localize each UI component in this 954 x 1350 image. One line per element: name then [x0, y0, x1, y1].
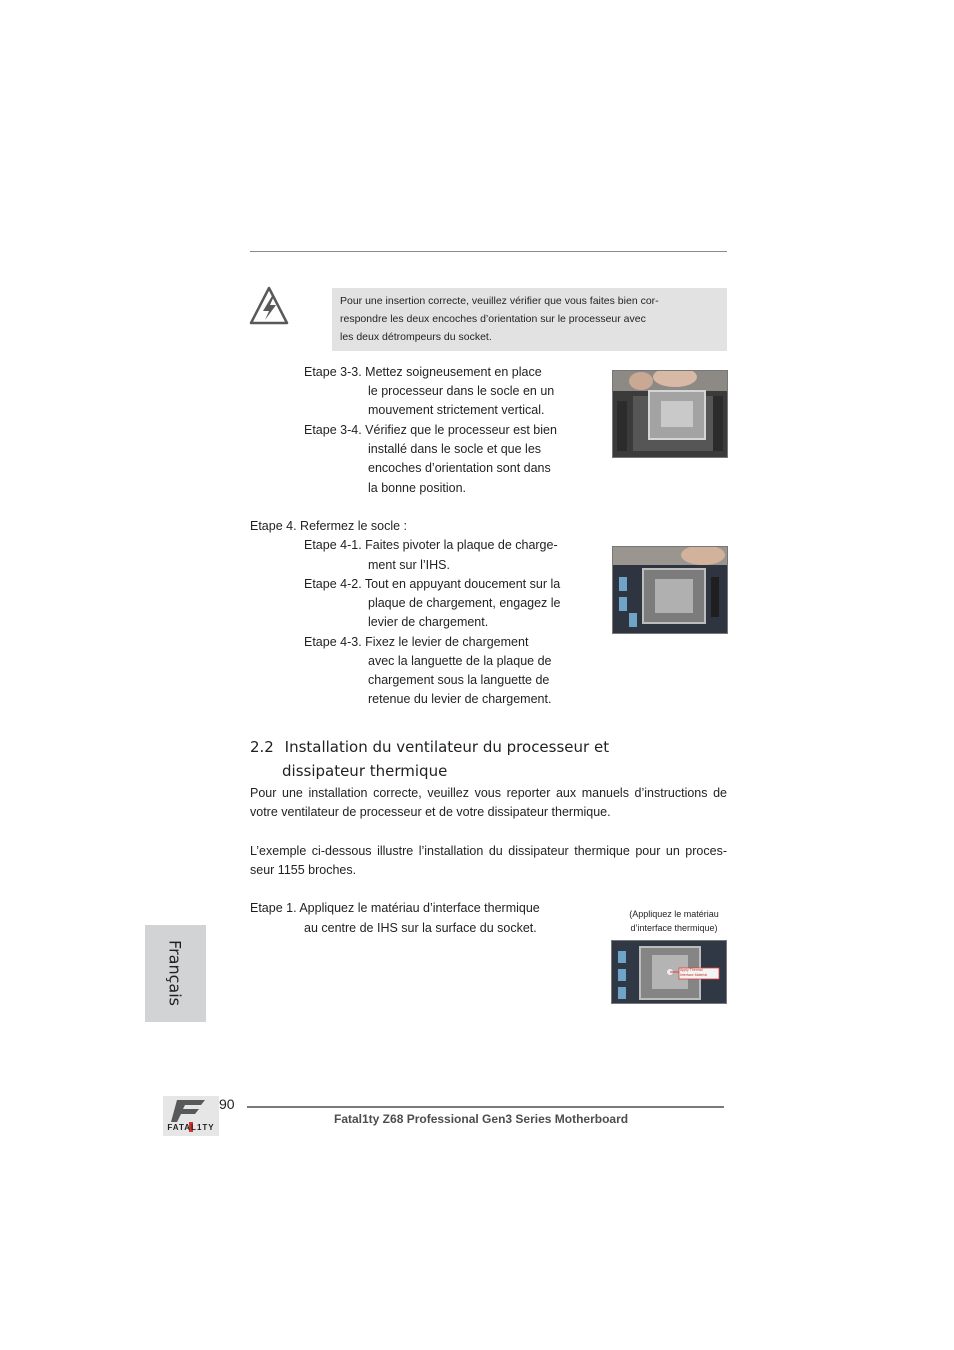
step-4-3-line: retenue du levier de chargement.	[368, 692, 552, 706]
section-para2-line1: L’exemple ci-dessous illustre l’installation du dissipateur thermique pour un proces-	[250, 844, 727, 858]
caption-line: (Appliquez le matériau	[629, 909, 719, 919]
section-para2-line2: seur 1155 broches.	[250, 863, 357, 877]
thermal-paste-photo	[611, 940, 727, 1004]
step-3-3-line: Etape 3-3. Mettez soigneusement en place	[304, 365, 542, 379]
section-title-line1: Installation du ventilateur du processeur et	[284, 738, 610, 756]
heatsink-step-1-line: au centre de IHS sur la surface du socket.	[304, 921, 537, 935]
step-3-4-line: encoches d’orientation sont dans	[368, 461, 551, 475]
top-rule	[250, 251, 727, 252]
step-4-3-line: avec la languette de la plaque de	[368, 654, 552, 668]
photo-label	[680, 968, 720, 978]
socket-closing-photo	[612, 546, 728, 634]
step-4-title: Etape 4. Refermez le socle :	[250, 519, 408, 533]
step-4-3-line: Etape 4-3. Fixez le levier de chargement	[304, 635, 529, 649]
step-3-4-line: la bonne position.	[368, 481, 466, 495]
section-number: 2.2	[250, 738, 274, 756]
warning-line: Pour une insertion correcte, veuillez vérifier que vous faites bien cor-	[340, 295, 659, 307]
step-3-3-line: mouvement strictement vertical.	[368, 403, 545, 417]
section-heading	[250, 738, 609, 756]
step-4-2-line: plaque de chargement, engagez le	[368, 596, 561, 610]
section-para1-line2: votre ventilateur de processeur et de votre dissipateur thermique.	[250, 805, 611, 819]
section-para1-line1: Pour une installation correcte, veuillez vous reporter aux manuels d’instructions de	[250, 786, 727, 800]
footer-title: Fatal1ty Z68 Professional Gen3 Series Motherboard	[334, 1112, 629, 1126]
photo-label-line: Interface Material	[680, 973, 708, 977]
warning-icon	[249, 286, 289, 326]
step-3-3-line: le processeur dans le socle en un	[368, 384, 555, 398]
fatal1ty-logo	[163, 1096, 219, 1136]
step-4-1-line: Etape 4-1. Faites pivoter la plaque de charge-	[304, 538, 558, 552]
footer-rule	[247, 1106, 724, 1108]
step-3-4-line: Etape 3-4. Vérifiez que le processeur est bien	[304, 423, 557, 437]
photo-caption	[612, 907, 736, 935]
cpu-insertion-photo	[612, 370, 728, 458]
step-4-3-line: chargement sous la languette de	[368, 673, 550, 687]
warning-note-text	[340, 292, 720, 346]
section-title-line2: dissipateur thermique	[282, 762, 448, 780]
step-3-4-line: installé dans le socle et que les	[368, 442, 542, 456]
caption-line: d’interface thermique)	[630, 923, 718, 933]
photo-label-line: Apply Thermal	[680, 968, 703, 972]
warning-line: respondre les deux encoches d’orientation sur le processeur avec	[340, 313, 646, 325]
page-number: 90	[219, 1096, 235, 1112]
language-label: Français	[165, 940, 185, 1006]
logo-text: FATAL1TY	[167, 1123, 215, 1132]
heatsink-step-1-line: Etape 1. Appliquez le matériau d’interface thermique	[250, 901, 540, 915]
step-4-2-line: Etape 4-2. Tout en appuyant doucement sur la	[304, 577, 561, 591]
warning-line: les deux détrompeurs du socket.	[340, 331, 492, 343]
step-4-2-line: levier de chargement.	[368, 615, 489, 629]
language-tab	[145, 925, 206, 1022]
step-4-1-line: ment sur l’IHS.	[368, 558, 450, 572]
